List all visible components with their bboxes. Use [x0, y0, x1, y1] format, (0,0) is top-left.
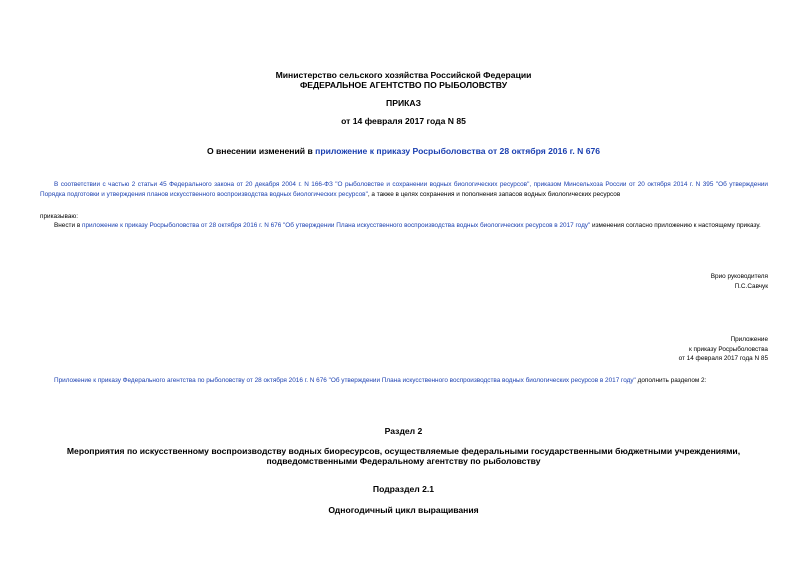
subsection-heading: Одногодичный цикл выращивания [328, 505, 479, 515]
preamble-text: , а также в целях сохранения и пополнения запасов водных биологических ресурсов [367, 190, 621, 198]
signature-name: П.С.Савчук [734, 283, 768, 290]
section-heading-line2: подведомственными Федеральному агентству по рыболовству [266, 456, 541, 466]
subsection-title: Подраздел 2.1 [372, 484, 435, 494]
order-item-prefix: Внести в [54, 222, 82, 229]
document-type: ПРИКАЗ [386, 98, 421, 108]
appendix-ref-line3: от 14 февраля 2017 года N 85 [678, 355, 768, 362]
signature-position: Врио руководителя [710, 273, 768, 280]
order-item-link[interactable]: приложение к приказу Росрыболовства от 28 октября 2016 г. N 676 "Об утверждении Плана искусственного воспроизводства водных биологических ресурсов в 2017 году" [81, 222, 591, 229]
preamble-link[interactable]: В соответствии с частью 2 статьи 45 Федерального закона от 20 декабря 2004 г. N 166-ФЗ "О рыболовстве и сохранении водных биологических ресурсов", приказом Минсельхоза России от 20 октября 2014 г. N 395 "Об утверждении Порядка подготовки и утверждения планов искусственного воспроизводства водных биологических ресурсов" [40, 181, 768, 198]
order-item-suffix: изменения согласно приложению к настоящему приказу. [590, 222, 761, 229]
appendix-ref-line1: Приложение [730, 336, 768, 343]
document-title [0, 146, 807, 156]
appendix-suffix: дополнить разделом 2: [635, 377, 707, 384]
ministry-name: Министерство сельского хозяйства Российской Федерации [275, 70, 532, 80]
appendix-paragraph [40, 376, 768, 386]
appendix-ref-line2: к приказу Росрыболовства [688, 346, 768, 353]
order-item-paragraph [40, 221, 768, 231]
section-heading-line1: Мероприятия по искусственному воспроизводству водных биоресурсов, осуществляемые федеральными государственными бюджетными учреждениями, [66, 446, 741, 456]
preamble-paragraph [40, 180, 768, 199]
order-word: приказываю: [40, 213, 78, 220]
section-title: Раздел 2 [384, 426, 423, 436]
appendix-link[interactable]: Приложение к приказу Федерального агентства по рыболовству от 28 октября 2016 г. N 676 "Об утверждении Плана искусственного воспроизводства водных биологических ресурсов в 2017 году" [54, 377, 636, 384]
agency-name: ФЕДЕРАЛЬНОЕ АГЕНТСТВО ПО РЫБОЛОВСТВУ [299, 80, 508, 90]
title-link[interactable]: приложение к приказу Росрыболовства от 28 октября 2016 г. N 676 [315, 146, 601, 156]
document-date-number: от 14 февраля 2017 года N 85 [341, 116, 466, 126]
title-prefix: О внесении изменений в [206, 146, 316, 156]
